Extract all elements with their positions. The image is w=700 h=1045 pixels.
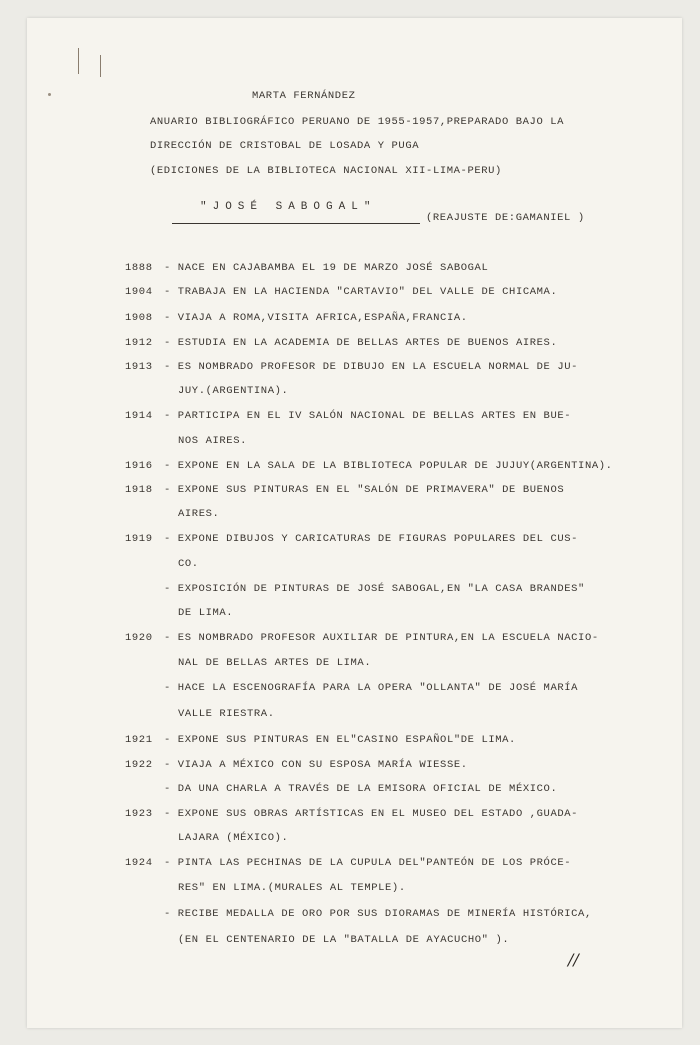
entry-year: 1904 — [125, 286, 153, 298]
paper-speck — [48, 93, 51, 96]
entry-year: 1916 — [125, 460, 153, 472]
entry-year: 1914 — [125, 410, 153, 422]
entry-text: - ES NOMBRADO PROFESOR DE DIBUJO EN LA ESCUELA NORMAL DE JU- — [164, 361, 579, 373]
entry-year: 1888 — [125, 262, 153, 274]
entry-text: VALLE RIESTRA. — [178, 708, 275, 720]
entry-year: 1924 — [125, 857, 153, 869]
entry-text: - EXPONE SUS PINTURAS EN EL"CASINO ESPAÑOL"DE LIMA. — [164, 734, 516, 746]
entry-text: - PINTA LAS PECHINAS DE LA CUPULA DEL"PANTEÓN DE LOS PRÓCE- — [164, 857, 572, 869]
entry-text: - ESTUDIA EN LA ACADEMIA DE BELLAS ARTES DE BUENOS AIRES. — [164, 337, 558, 349]
entry-text: RES" EN LIMA.(MURALES AL TEMPLE). — [178, 882, 406, 894]
author-name: MARTA FERNÁNDEZ — [252, 90, 356, 102]
entry-year: 1923 — [125, 808, 153, 820]
paper-mark — [78, 48, 79, 74]
entry-year: 1908 — [125, 312, 153, 324]
entry-year: 1922 — [125, 759, 153, 771]
entry-text: - DA UNA CHARLA A TRAVÉS DE LA EMISORA OFICIAL DE MÉXICO. — [164, 783, 558, 795]
entry-text: - VIAJA A MÉXICO CON SU ESPOSA MARÍA WIESSE. — [164, 759, 468, 771]
entry-text: DE LIMA. — [178, 607, 234, 619]
entry-text: - EXPONE DIBUJOS Y CARICATURAS DE FIGURAS POPULARES DEL CUS- — [164, 533, 579, 545]
entry-text: NOS AIRES. — [178, 435, 248, 447]
entry-year: 1918 — [125, 484, 153, 496]
entry-year: 1919 — [125, 533, 153, 545]
entry-text: LAJARA (MÉXICO). — [178, 832, 289, 844]
source-line-1: ANUARIO BIBLIOGRÁFICO PERUANO DE 1955-1957,PREPARADO BAJO LA — [150, 116, 565, 128]
entry-year: 1921 — [125, 734, 153, 746]
title-note: (REAJUSTE DE:GAMANIEL ) — [426, 212, 585, 224]
entry-text: - EXPONE SUS OBRAS ARTÍSTICAS EN EL MUSEO DEL ESTADO ,GUADA- — [164, 808, 579, 820]
entry-text: - HACE LA ESCENOGRAFÍA PARA LA OPERA "OLLANTA" DE JOSÉ MARÍA — [164, 682, 579, 694]
entry-text: - PARTICIPA EN EL IV SALÓN NACIONAL DE BELLAS ARTES EN BUE- — [164, 410, 572, 422]
source-line-3: (EDICIONES DE LA BIBLIOTECA NACIONAL XII-LIMA-PERU) — [150, 165, 502, 177]
entry-year: 1913 — [125, 361, 153, 373]
entry-text: NAL DE BELLAS ARTES DE LIMA. — [178, 657, 372, 669]
entry-text: - VIAJA A ROMA,VISITA AFRICA,ESPAÑA,FRANCIA. — [164, 312, 468, 324]
entry-year: 1920 — [125, 632, 153, 644]
paper-mark — [100, 55, 101, 77]
entry-text: - NACE EN CAJABAMBA EL 19 DE MARZO JOSÉ SABOGAL — [164, 262, 489, 274]
document-title: "JOSÉ SABOGAL" — [200, 201, 377, 213]
entry-text: - EXPONE EN LA SALA DE LA BIBLIOTECA POPULAR DE JUJUY(ARGENTINA). — [164, 460, 613, 472]
entry-year: 1912 — [125, 337, 153, 349]
entry-text: - EXPONE SUS PINTURAS EN EL "SALÓN DE PRIMAVERA" DE BUENOS — [164, 484, 565, 496]
entry-text: - TRABAJA EN LA HACIENDA "CARTAVIO" DEL VALLE DE CHICAMA. — [164, 286, 558, 298]
entry-text: - RECIBE MEDALLA DE ORO POR SUS DIORAMAS DE MINERÍA HISTÓRICA, — [164, 908, 592, 920]
title-underline — [172, 223, 420, 224]
entry-text: - ES NOMBRADO PROFESOR AUXILIAR DE PINTURA,EN LA ESCUELA NACIO- — [164, 632, 599, 644]
end-mark: // — [568, 950, 579, 969]
entry-text: (EN EL CENTENARIO DE LA "BATALLA DE AYACUCHO" ). — [178, 934, 510, 946]
entry-text: AIRES. — [178, 508, 220, 520]
entry-text: JUY.(ARGENTINA). — [178, 385, 289, 397]
entry-text: CO. — [178, 558, 199, 570]
entry-text: - EXPOSICIÓN DE PINTURAS DE JOSÉ SABOGAL,EN "LA CASA BRANDES" — [164, 583, 585, 595]
source-line-2: DIRECCIÓN DE CRISTOBAL DE LOSADA Y PUGA — [150, 140, 420, 152]
